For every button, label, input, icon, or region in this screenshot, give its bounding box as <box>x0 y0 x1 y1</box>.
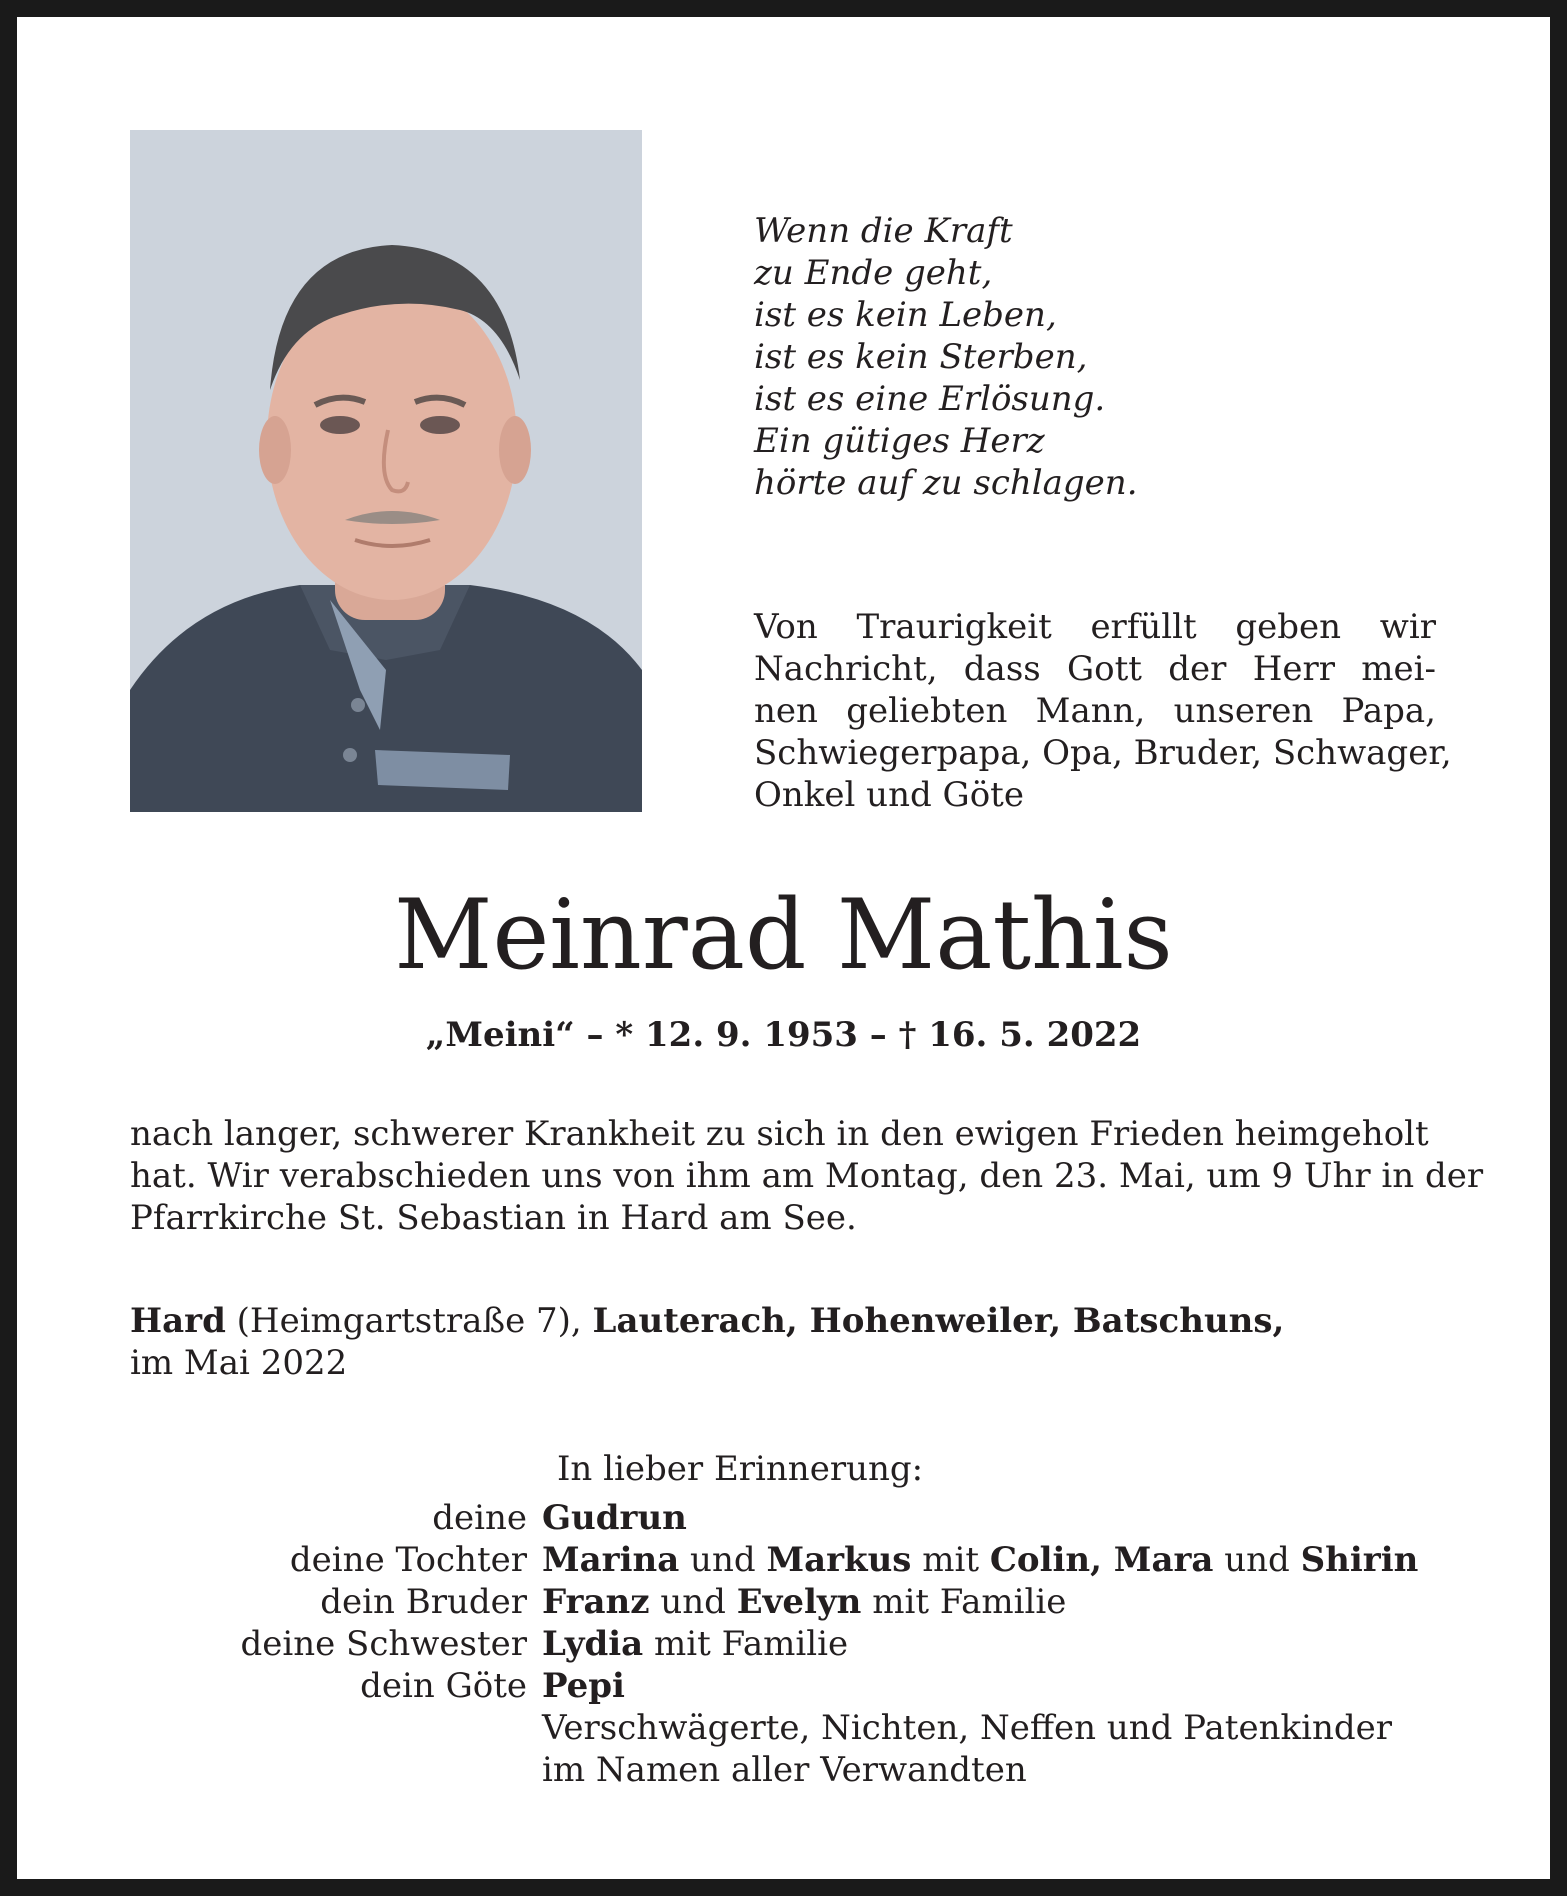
portrait-illustration <box>130 130 642 812</box>
intro-line: Onkel und Göte <box>754 775 1024 815</box>
poem-line: hörte auf zu schlagen. <box>754 463 1138 503</box>
relative-label-empty <box>130 1749 542 1791</box>
poem <box>754 210 1454 504</box>
relative-value <box>542 1497 687 1539</box>
relative-connector: und <box>679 1540 767 1580</box>
relatives-list <box>130 1497 1450 1791</box>
relative-row <box>130 1539 1450 1581</box>
relative-name: Shirin <box>1300 1540 1419 1580</box>
relative-name: Colin, Mara <box>989 1540 1214 1580</box>
relative-value <box>542 1665 625 1707</box>
relative-value <box>542 1581 1066 1623</box>
poem-line: zu Ende geht, <box>754 253 993 293</box>
portrait-photo <box>130 130 642 812</box>
relative-connector: mit <box>911 1540 990 1580</box>
relative-row <box>130 1623 1450 1665</box>
relative-name: Franz <box>542 1582 650 1622</box>
relative-name: Gudrun <box>542 1498 687 1538</box>
poem-line: ist es kein Leben, <box>754 295 1057 335</box>
intro-line: Von Traurigkeit erfüllt geben wir <box>754 607 1436 647</box>
relative-name: Lydia <box>542 1624 644 1664</box>
relative-label: dein Göte <box>360 1666 527 1706</box>
relative-row <box>130 1497 1450 1539</box>
relative-label: dein Bruder <box>320 1582 527 1622</box>
intro-line: nen geliebten Mann, unseren Papa, <box>754 691 1436 731</box>
relative-row <box>130 1707 1450 1749</box>
relatives-closing: im Namen aller Verwandten <box>542 1750 1027 1790</box>
place-date: im Mai 2022 <box>130 1343 348 1383</box>
body-text <box>130 1113 1484 1239</box>
relative-label: deine <box>432 1498 527 1538</box>
relative-label-empty <box>130 1707 542 1749</box>
relative-value <box>542 1539 1418 1581</box>
poem-line: ist es kein Sterben, <box>754 337 1088 377</box>
intro-text <box>754 606 1452 816</box>
memory-heading: In lieber Erinnerung: <box>557 1449 924 1489</box>
relative-connector: und <box>1213 1540 1301 1580</box>
relative-row <box>130 1665 1450 1707</box>
poem-line: ist es eine Erlösung. <box>754 379 1106 419</box>
relative-label: deine Schwester <box>240 1624 527 1664</box>
intro-line: Schwiegerpapa, Opa, Bruder, Schwager, <box>754 733 1452 773</box>
relative-name: Evelyn <box>736 1582 862 1622</box>
place-and-date <box>130 1300 1438 1384</box>
life-dates: „Meini“ – * 12. 9. 1953 – † 16. 5. 2022 <box>425 1015 1142 1055</box>
body-line: Pfarrkirche St. Sebastian in Hard am See. <box>130 1198 857 1238</box>
poem-line: Ein gütiges Herz <box>754 421 1045 461</box>
place-hard: Hard <box>130 1301 226 1341</box>
relative-value <box>542 1623 848 1665</box>
relative-name: Markus <box>766 1540 912 1580</box>
deceased-name: Meinrad Mathis <box>394 879 1173 991</box>
place-address: (Heimgartstraße 7), <box>225 1301 593 1341</box>
body-line: hat. Wir verabschieden uns von ihm am Montag, den 23. Mai, um 9 Uhr in der <box>130 1156 1484 1196</box>
relatives-extended: Verschwägerte, Nichten, Neffen und Patenkinder <box>542 1708 1392 1748</box>
relative-label: deine Tochter <box>289 1540 527 1580</box>
relative-name: Pepi <box>542 1666 625 1706</box>
relative-name: Marina <box>542 1540 680 1580</box>
place-line <box>130 1300 1438 1342</box>
body-line: nach langer, schwerer Krankheit zu sich in den ewigen Frieden heimgeholt <box>130 1114 1429 1154</box>
poem-line: Wenn die Kraft <box>754 211 1013 251</box>
relative-connector: mit Familie <box>861 1582 1067 1622</box>
place-towns: Lauterach, Hohenweiler, Batschuns, <box>592 1301 1285 1341</box>
relative-row <box>130 1749 1450 1791</box>
relative-row <box>130 1581 1450 1623</box>
relative-connector: mit Familie <box>643 1624 849 1664</box>
relative-connector: und <box>649 1582 737 1622</box>
intro-line: Nachricht, dass Gott der Herr mei- <box>754 649 1436 689</box>
